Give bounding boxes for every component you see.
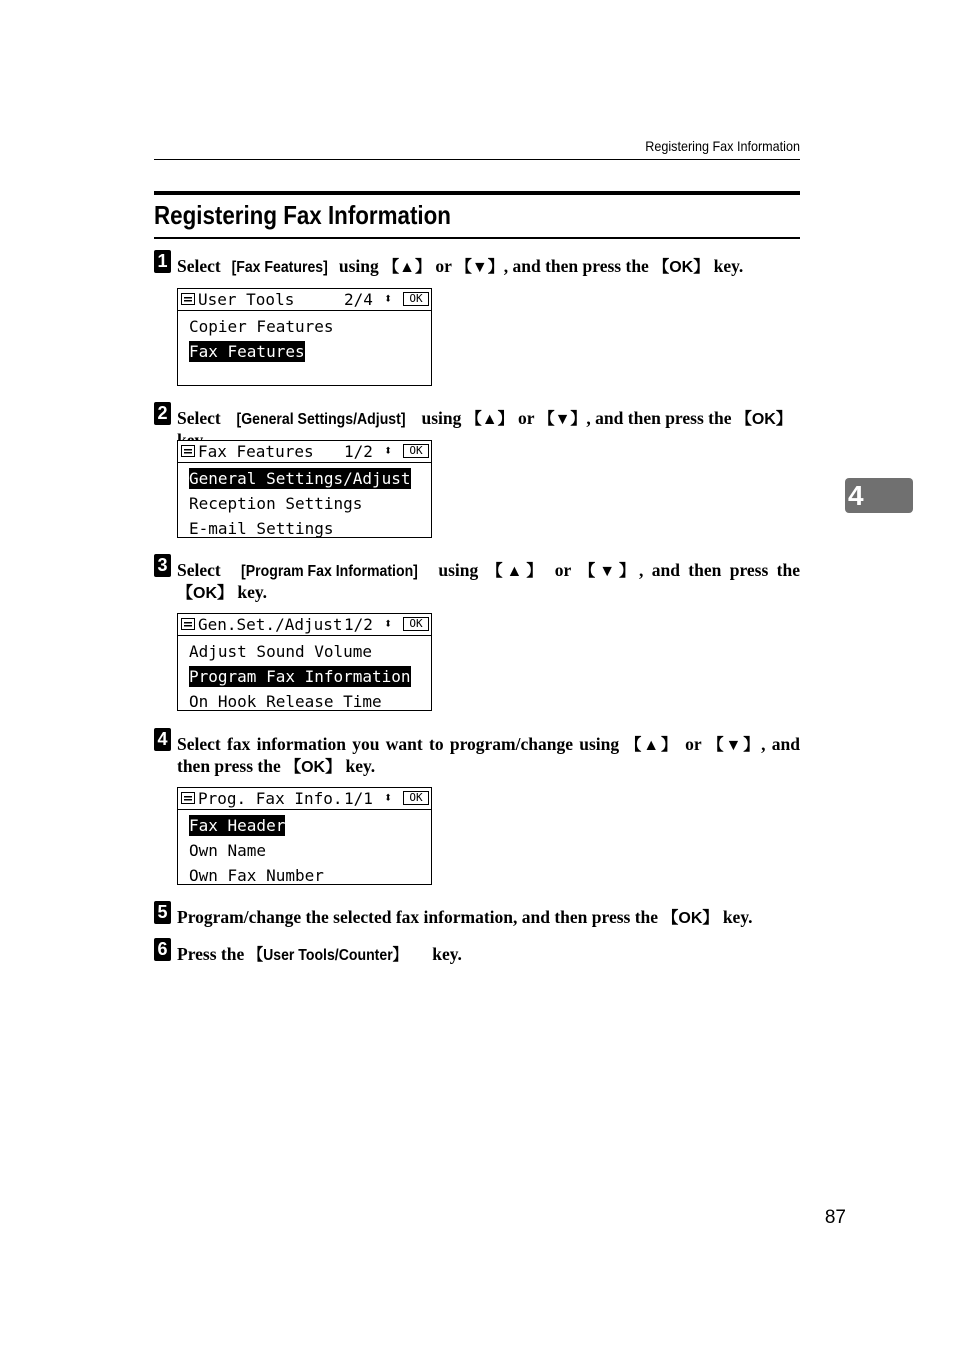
ok-key: 【OK】 — [735, 411, 792, 428]
lcd-menu-row: Own Fax Number — [189, 866, 324, 885]
up-down-arrows-icon: ⬍ — [384, 616, 393, 632]
lcd-header — [178, 788, 431, 810]
lcd-menu-row — [189, 364, 431, 389]
ok-icon: OK — [403, 617, 429, 631]
page-title: Registering Fax Information — [154, 200, 451, 230]
lcd-page-indicator: 1/2 — [344, 615, 373, 634]
lcd-title: Fax Features — [198, 442, 314, 461]
lcd-menu-row: E-mail Settings — [189, 519, 334, 538]
step-number-3: 3 — [154, 554, 171, 577]
ok-icon: OK — [403, 444, 429, 458]
lcd-screen-4 — [177, 787, 432, 885]
step-2-text: Select [General Settings/Adjust] using 【▲】 or 【▼】, and then press the 【OK】 — [177, 408, 792, 428]
lcd-menu-row: Reception Settings — [189, 494, 363, 513]
lcd-header — [178, 441, 431, 463]
lcd-header — [178, 614, 431, 636]
up-key: 【▲】 — [383, 259, 431, 276]
down-key: 【▼】 — [455, 259, 504, 276]
ok-icon: OK — [403, 791, 429, 805]
lcd-title: Gen.Set./Adjust — [198, 615, 343, 634]
menu-item-label: [General Settings/Adjust] — [236, 411, 406, 428]
down-key: 【▼】 — [538, 411, 587, 428]
lcd-menu-row: Own Name — [189, 841, 267, 860]
lcd-menu-row: On Hook Release Time — [189, 692, 382, 711]
menu-item-label: [Fax Features] — [231, 259, 328, 276]
ok-key: 【OK】 — [285, 759, 342, 776]
lcd-header — [178, 289, 431, 311]
down-key: 【▼】 — [579, 563, 640, 580]
ok-key: 【OK】 — [653, 259, 710, 276]
lcd-menu-row-selected: Program Fax Information — [189, 667, 411, 686]
lcd-title: User Tools — [198, 290, 295, 309]
step-6-text: Press the 【User Tools/Counter】 key. — [177, 944, 462, 964]
chapter-tab: 4 — [845, 478, 913, 513]
lcd-page-indicator: 1/2 — [344, 442, 373, 461]
down-key: 【▼】 — [707, 737, 762, 754]
up-down-arrows-icon: ⬍ — [384, 291, 393, 307]
document-icon — [181, 792, 195, 804]
step-number-4: 4 — [154, 728, 171, 751]
lcd-menu-row: Adjust Sound Volume — [189, 642, 373, 661]
ok-key: 【OK】 — [177, 585, 234, 602]
header-rule — [154, 159, 800, 160]
title-rule-top — [154, 191, 800, 195]
lcd-menu-row-selected: Fax Header — [189, 816, 286, 835]
lcd-title: Prog. Fax Info. — [198, 789, 343, 808]
lcd-menu-row-selected: Fax Features — [189, 342, 305, 361]
step-1-text: Select [Fax Features] using 【▲】 or 【▼】, and then press the 【OK】 key. — [177, 256, 744, 276]
lcd-page-indicator: 2/4 — [344, 290, 373, 309]
menu-item-label: [Program Fax Information] — [241, 563, 418, 580]
page-number: 87 — [824, 1207, 846, 1228]
up-key: 【▲】 — [465, 411, 514, 428]
lcd-menu-row: Copier Features — [189, 317, 334, 336]
step-number-2: 2 — [154, 402, 171, 425]
up-key: 【▲】 — [625, 737, 679, 754]
step-5-text: Program/change the selected fax information, and then press the 【OK】 key. — [177, 907, 753, 927]
document-icon — [181, 293, 195, 305]
lcd-screen-3 — [177, 613, 432, 711]
step-4-text: Select fax information you want to program/change using 【▲】 or 【▼】, and then press the 【OK】 key. — [177, 734, 801, 776]
running-header: Registering Fax Information — [645, 138, 800, 154]
document-icon — [181, 445, 195, 457]
lcd-page-indicator: 1/1 — [344, 789, 373, 808]
ok-icon: OK — [403, 292, 429, 306]
step-number-6: 6 — [154, 938, 171, 961]
user-tools-counter-key: 【User Tools/Counter】 — [248, 947, 407, 964]
lcd-menu-row-selected: General Settings/Adjust — [189, 469, 411, 488]
step-number-1: 1 — [154, 250, 171, 273]
step-3-text: Select [Program Fax Information] using 【▲】 or 【▼】, and then press the 【OK】 key. — [177, 560, 800, 602]
ok-key: 【OK】 — [662, 910, 719, 927]
lcd-screen-2 — [177, 440, 432, 538]
step-number-5: 5 — [154, 901, 171, 924]
up-key: 【▲】 — [486, 563, 547, 580]
up-down-arrows-icon: ⬍ — [384, 443, 393, 459]
title-rule-bottom — [154, 237, 800, 239]
up-down-arrows-icon: ⬍ — [384, 790, 393, 806]
lcd-screen-1 — [177, 288, 432, 386]
document-icon — [181, 618, 195, 630]
